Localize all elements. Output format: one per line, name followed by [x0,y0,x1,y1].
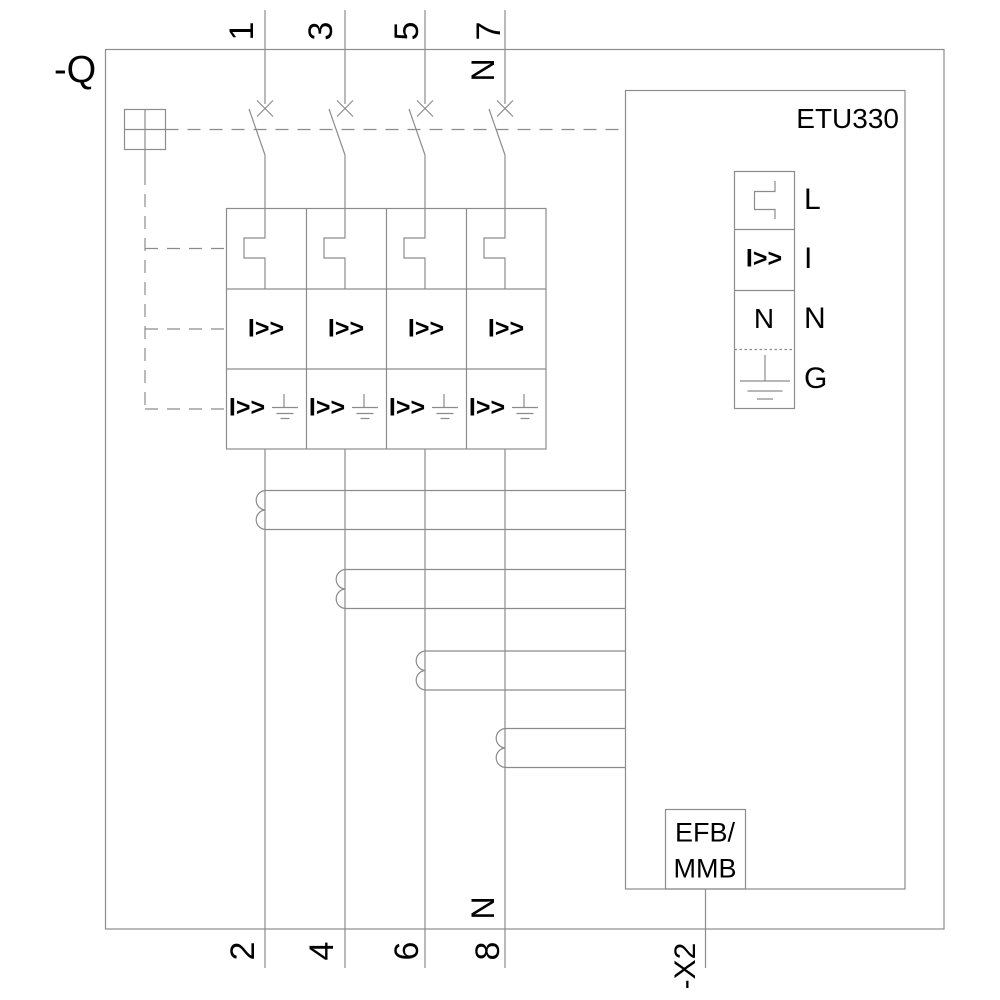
legend-label-g: G [804,362,828,395]
terminal-label-bottom-8: 8 [469,941,507,961]
terminal-label-top-7: 7 [470,21,508,41]
pole-3 [404,10,625,968]
legend-symbol-neutral: N [753,303,775,334]
ground-trip-label: I>> [308,393,346,422]
contact-icon [249,101,273,156]
efb-mmb-label-line2: MMB [673,853,737,884]
earth-icon [512,394,538,419]
pole-2 [324,10,625,968]
instantaneous-trip-label: I>> [407,314,445,343]
terminal-label-bottom-2: 2 [224,941,262,961]
ground-trip-label: I>> [388,393,426,422]
earth-icon [740,355,790,399]
trip-linkage-dashed-lines [145,130,625,410]
efb-mmb-label-line1: EFB/ [674,817,736,848]
terminal-label-top-5: 5 [388,21,426,41]
long-time-curve-icon [755,181,776,219]
instantaneous-trip-label: I>> [487,314,525,343]
overload-release-jog [484,155,505,289]
legend-symbol-instantaneous: I>> [745,244,783,273]
outer-enclosure-border [106,50,945,930]
neutral-label-bottom: N [465,896,501,920]
device-designation-label: -Q [54,49,97,91]
pole-1 [244,10,625,968]
overload-release-jog [324,155,345,289]
earth-icon [352,394,378,419]
instantaneous-trip-label: I>> [327,314,365,343]
protection-legend-box [735,172,795,409]
legend-label-i: I [804,242,813,275]
terminal-label-bottom-4: 4 [303,941,341,961]
pole-4-neutral [484,10,625,968]
overload-release-jog [404,155,425,289]
earth-icon [432,394,458,419]
contact-icon [329,101,353,156]
x2-connector-label: -X2 [669,942,702,990]
etu-box [626,91,906,890]
earth-icon [272,394,298,419]
current-transformer-icon [416,651,625,690]
terminal-label-top-3: 3 [302,21,340,41]
legend-label-n: N [804,302,826,335]
current-transformer-icon [336,570,625,609]
overload-release-jog [244,155,265,289]
contact-icon [489,101,513,156]
contact-icon [409,101,433,156]
instantaneous-trip-label: I>> [247,314,285,343]
current-transformer-icon [256,491,625,530]
ground-trip-label: I>> [228,393,266,422]
legend-label-l: L [804,183,821,216]
neutral-label-top: N [465,58,501,82]
etu-title: ETU330 [796,103,899,134]
ground-trip-label: I>> [468,393,506,422]
breaker-mechanism-icon [125,110,166,173]
current-transformer-icon [496,729,625,768]
terminal-label-top-1: 1 [223,21,261,41]
terminal-label-bottom-6: 6 [388,941,426,961]
